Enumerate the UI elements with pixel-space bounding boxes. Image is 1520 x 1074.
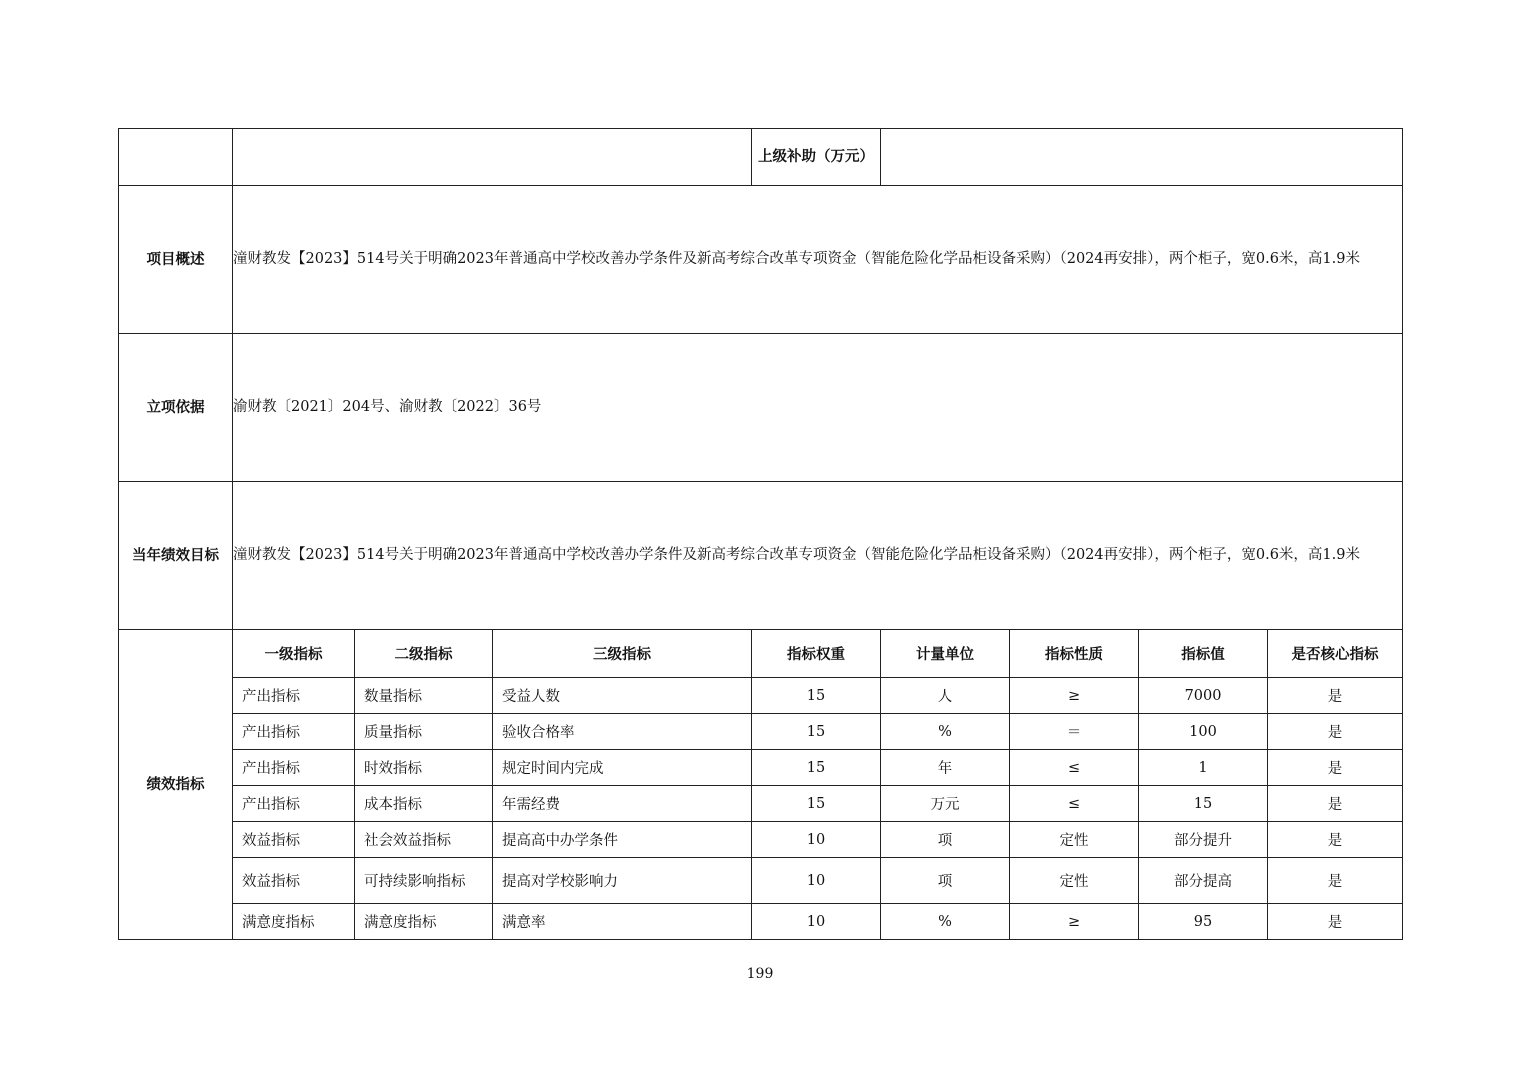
goal-row [119, 482, 1403, 630]
unit-cell: % [881, 904, 1010, 940]
level3-cell: 规定时间内完成 [493, 750, 752, 786]
level2-cell: 社会效益指标 [355, 822, 493, 858]
level1-cell: 满意度指标 [233, 904, 355, 940]
unit-cell: 年 [881, 750, 1010, 786]
weight-cell: 15 [752, 714, 881, 750]
goal-text: 潼财教发【2023】514号关于明确2023年普通高中学校改善办学条件及新高考综合改革专项资金（智能危险化学品柜设备采购）（2024再安排），两个柜子，宽0.6米，高1.9米 [233, 482, 1403, 630]
weight-cell: 10 [752, 822, 881, 858]
nature-cell: 定性 [1010, 858, 1139, 904]
level3-cell: 年需经费 [493, 786, 752, 822]
level3-cell: 受益人数 [493, 678, 752, 714]
overview-text: 潼财教发【2023】514号关于明确2023年普通高中学校改善办学条件及新高考综合改革专项资金（智能危险化学品柜设备采购）（2024再安排），两个柜子，宽0.6米，高1.9米 [233, 186, 1403, 334]
nature-cell: ≤ [1010, 786, 1139, 822]
basis-label: 立项依据 [119, 334, 233, 482]
value-cell: 7000 [1139, 678, 1268, 714]
subsidy-label: 上级补助（万元） [752, 129, 881, 186]
unit-cell: 项 [881, 822, 1010, 858]
overview-label: 项目概述 [119, 186, 233, 334]
level1-cell: 效益指标 [233, 858, 355, 904]
subsidy-value [881, 129, 1403, 186]
basis-text: 渝财教〔2021〕204号、渝财教〔2022〕36号 [233, 334, 1403, 482]
weight-cell: 10 [752, 858, 881, 904]
table-row [119, 904, 1403, 940]
value-cell: 95 [1139, 904, 1268, 940]
level2-cell: 可持续影响指标 [355, 858, 493, 904]
unit-cell: % [881, 714, 1010, 750]
table-row [119, 822, 1403, 858]
nature-cell: ≤ [1010, 750, 1139, 786]
top-row [119, 129, 1403, 186]
header-cell: 是否核心指标 [1268, 630, 1403, 678]
goal-label: 当年绩效目标 [119, 482, 233, 630]
core-cell: 是 [1268, 904, 1403, 940]
table-row [119, 714, 1403, 750]
nature-cell: ≥ [1010, 904, 1139, 940]
table-row [119, 750, 1403, 786]
level1-cell: 产出指标 [233, 714, 355, 750]
value-cell: 部分提高 [1139, 858, 1268, 904]
level1-cell: 产出指标 [233, 750, 355, 786]
page-number: 199 [746, 966, 774, 982]
value-cell: 部分提升 [1139, 822, 1268, 858]
level2-cell: 成本指标 [355, 786, 493, 822]
nature-cell: ＝ [1010, 714, 1139, 750]
header-cell: 二级指标 [355, 630, 493, 678]
level2-cell: 质量指标 [355, 714, 493, 750]
header-cell: 计量单位 [881, 630, 1010, 678]
basis-row [119, 334, 1403, 482]
weight-cell: 15 [752, 750, 881, 786]
header-cell: 一级指标 [233, 630, 355, 678]
unit-cell: 万元 [881, 786, 1010, 822]
weight-cell: 15 [752, 786, 881, 822]
level2-cell: 满意度指标 [355, 904, 493, 940]
core-cell: 是 [1268, 750, 1403, 786]
overview-row [119, 186, 1403, 334]
core-cell: 是 [1268, 858, 1403, 904]
level3-cell: 提高对学校影响力 [493, 858, 752, 904]
header-cell: 指标权重 [752, 630, 881, 678]
indicator-header-row [119, 630, 1403, 678]
level1-cell: 效益指标 [233, 822, 355, 858]
level2-cell: 数量指标 [355, 678, 493, 714]
header-cell: 三级指标 [493, 630, 752, 678]
header-cell: 指标值 [1139, 630, 1268, 678]
nature-cell: ≥ [1010, 678, 1139, 714]
table-row [119, 786, 1403, 822]
level1-cell: 产出指标 [233, 678, 355, 714]
unit-cell: 项 [881, 858, 1010, 904]
table-row [119, 678, 1403, 714]
level3-cell: 验收合格率 [493, 714, 752, 750]
core-cell: 是 [1268, 678, 1403, 714]
unit-cell: 人 [881, 678, 1010, 714]
core-cell: 是 [1268, 786, 1403, 822]
table-row [119, 858, 1403, 904]
level3-cell: 提高高中办学条件 [493, 822, 752, 858]
indicators-label: 绩效指标 [119, 630, 233, 940]
level3-cell: 满意率 [493, 904, 752, 940]
level1-cell: 产出指标 [233, 786, 355, 822]
nature-cell: 定性 [1010, 822, 1139, 858]
value-cell: 15 [1139, 786, 1268, 822]
project-table [118, 128, 1403, 940]
core-cell: 是 [1268, 822, 1403, 858]
value-cell: 100 [1139, 714, 1268, 750]
top-row-empty-label [119, 129, 233, 186]
top-row-empty-cell [233, 129, 752, 186]
level2-cell: 时效指标 [355, 750, 493, 786]
weight-cell: 10 [752, 904, 881, 940]
core-cell: 是 [1268, 714, 1403, 750]
value-cell: 1 [1139, 750, 1268, 786]
header-cell: 指标性质 [1010, 630, 1139, 678]
weight-cell: 15 [752, 678, 881, 714]
